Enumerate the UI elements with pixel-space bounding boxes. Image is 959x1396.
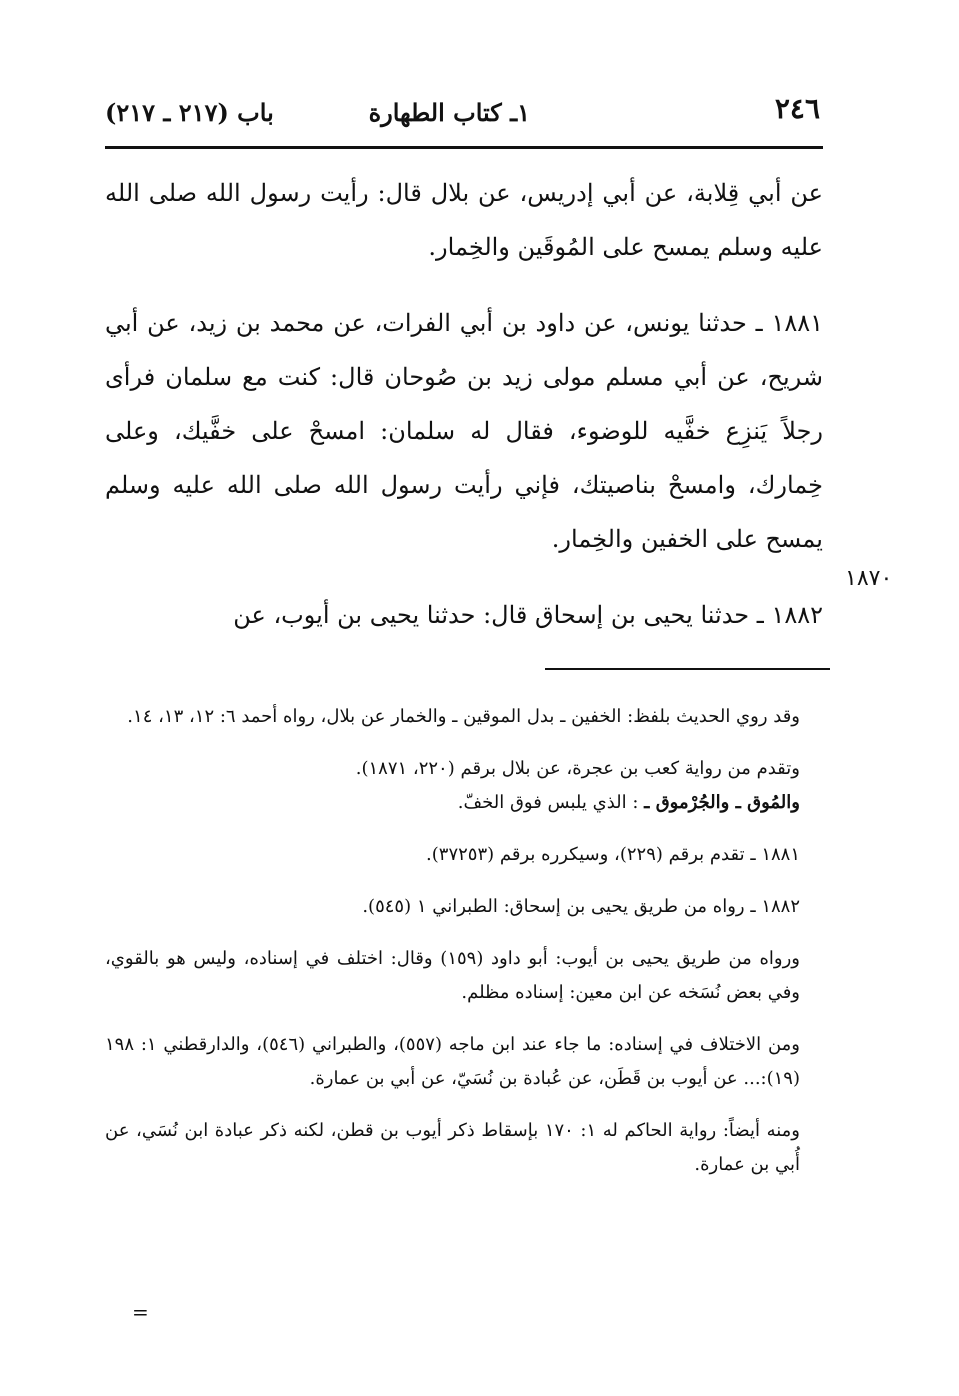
margin-number: ١٨٧٠ — [845, 566, 893, 591]
footnote: ومن الاختلاف في إسناده: ما جاء عند ابن ماجه (٥٥٧)، والطبراني (٥٤٦)، والدارقطني ١: ١٩٨ (١٩):... عن أيوب بن قَطَن، عن عُبادة بن نُسَيّ، عن أبي بن عمارة. — [105, 1034, 800, 1089]
header-rule — [105, 146, 823, 149]
page-number: ٢٤٦ — [774, 92, 820, 125]
hadith-1881: ١٨٨١ ـ حدثنا يونس، عن داود بن أبي الفرات، عن محمد بن زيد، عن أبي شريح، عن أبي مسلم مولى زيد بن صُوحان قال: كنت مع سلمان فرأى رجلاً يَنزِع خفَّيه للوضوء، فقال له سلمان: امسحْ على خفَّيك، وعلى خِمارك، وامسحْ بناصيتك، فإني رأيت رسول الله صلى الله عليه وسلم يمسح على الخفين والخِمار. — [105, 309, 823, 553]
footnote — [105, 786, 840, 820]
running-header — [105, 92, 820, 140]
footnote: وتقدم من رواية كعب بن عجرة، عن بلال برقم (٢٢٠، ١٨٧١). — [355, 758, 800, 779]
footnote: ورواه من طريق يحيى بن أيوب: أبو داود (١٥٩) وقال: اختلف في إسناده، وليس هو بالقوي، وفي بعض نُسَخه عن ابن معين: إسناده مظلم. — [105, 948, 801, 1003]
footnote: ومنه أيضاً: رواية الحاكم له ١: ١٧٠ بإسقاط ذكر أيوب بن قطن، لكنه ذكر عبادة ابن نُسَي، عن أُبي بن عمارة. — [105, 1120, 800, 1175]
paragraph-continuation: عن أبي قِلابة، عن أبي إدريس، عن بلال قال: رأيت رسول الله صلى الله عليه وسلم يمسح على المُوقَين والخِمار. — [105, 179, 823, 261]
main-text — [105, 166, 823, 642]
footnote: ١٨٨٢ ـ رواه من طريق يحيى بن إسحاق: الطبراني ١ (٥٤٥). — [362, 896, 800, 917]
footnote-definition: : الذي يلبس فوق الخفّ. — [457, 792, 639, 813]
chapter-label: باب (٢١٧ ـ ٢١٧) — [105, 98, 274, 127]
footnote-term: والمُوق ـ والجُرْموق ـ — [644, 792, 800, 813]
footnote-rule — [545, 668, 830, 670]
hadith-1882: ١٨٨٢ ـ حدثنا يحيى بن إسحاق قال: حدثنا يحيى بن أيوب، عن — [233, 601, 823, 629]
footnote: وقد روي الحديث بلفظ: الخفين ـ بدل الموقين ـ والخمار عن بلال، رواه أحمد ٦: ١٢، ١٣، ١٤. — [127, 706, 800, 727]
book-title: ١ـ كتاب الطهارة — [368, 98, 530, 127]
footnotes — [105, 700, 840, 1182]
footnote: ١٨٨١ ـ تقدم برقم (٢٢٩)، وسيكرره برقم (٣٧٢٥٣). — [426, 844, 800, 865]
continuation-mark: = — [132, 1300, 149, 1324]
